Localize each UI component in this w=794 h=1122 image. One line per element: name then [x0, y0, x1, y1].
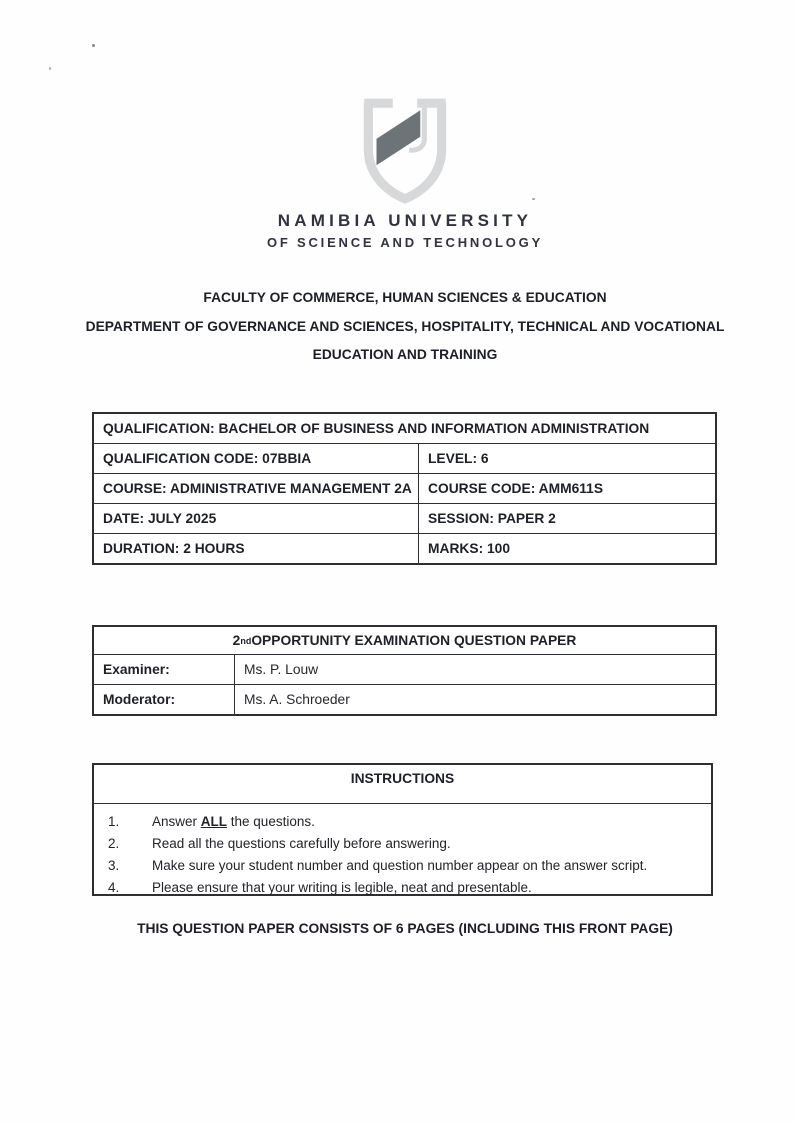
faculty-line: FACULTY OF COMMERCE, HUMAN SCIENCES & EDUCATION [203, 290, 607, 305]
instruction-text: Please ensure that your writing is legible, neat and presentable. [152, 880, 532, 895]
instructions-title: INSTRUCTIONS [94, 765, 711, 804]
instruction-number: 4. [108, 880, 120, 895]
scan-speck [49, 67, 51, 70]
moderator-name: Ms. A. Schroeder [244, 692, 350, 707]
faculty-department-heading [0, 284, 794, 370]
examiner-name: Ms. P. Louw [244, 662, 319, 677]
exam-paper-table [92, 625, 717, 716]
duration-cell: DURATION: 2 HOURS [94, 534, 419, 563]
qualification-table [92, 412, 717, 565]
exam-title-text: OPPORTUNITY EXAMINATION QUESTION PAPER [251, 633, 577, 648]
table-row [94, 443, 715, 473]
university-name-subline: OF SCIENCE AND TECHNOLOGY [266, 235, 544, 250]
instruction-item [108, 855, 699, 877]
instruction-number: 2. [108, 836, 120, 851]
table-row [94, 414, 715, 443]
session-cell: SESSION: PAPER 2 [428, 511, 556, 526]
nust-shield-icon [355, 94, 455, 208]
department-line-2: EDUCATION AND TRAINING [312, 347, 498, 362]
instruction-item [108, 877, 699, 899]
moderator-label: Moderator: [94, 685, 235, 714]
exam-title-number: 2 [232, 633, 241, 648]
page-count-note: THIS QUESTION PAPER CONSISTS OF 6 PAGES (INCLUDING THIS FRONT PAGE) [137, 921, 673, 936]
university-wordmark [0, 211, 794, 250]
qualification-cell: QUALIFICATION: BACHELOR OF BUSINESS AND INFORMATION ADMINISTRATION [103, 421, 650, 436]
date-cell: DATE: JULY 2025 [94, 504, 419, 533]
examiner-label: Examiner: [94, 655, 235, 684]
scan-speck [92, 44, 95, 47]
instruction-item [108, 811, 699, 833]
instruction-number: 3. [108, 858, 120, 873]
instruction-text: Answer ALL the questions. [152, 814, 315, 829]
instruction-number: 1. [108, 814, 120, 829]
level-cell: LEVEL: 6 [428, 451, 489, 466]
scan-speck [532, 198, 535, 200]
department-line-1: DEPARTMENT OF GOVERNANCE AND SCIENCES, HOSPITALITY, TECHNICAL AND VOCATIONAL [85, 318, 725, 334]
course-code-cell: COURSE CODE: AMM611S [428, 481, 604, 496]
table-row [94, 503, 715, 533]
qualification-code-cell: QUALIFICATION CODE: 07BBIA [94, 444, 419, 473]
university-name: NAMIBIA UNIVERSITY [277, 211, 533, 230]
table-row [94, 684, 715, 714]
instruction-text: Read all the questions carefully before answering. [152, 836, 451, 851]
table-row [94, 473, 715, 503]
exam-paper-title: 2 nd OPPORTUNITY EXAMINATION QUESTION PAPER [232, 633, 577, 648]
instruction-item [108, 833, 699, 855]
table-row [94, 654, 715, 684]
instruction-text: Make sure your student number and question number appear on the answer script. [152, 858, 648, 873]
instructions-box [92, 763, 713, 896]
instructions-list [94, 804, 711, 899]
course-cell: COURSE: ADMINISTRATIVE MANAGEMENT 2A [94, 474, 419, 503]
table-row [94, 533, 715, 563]
emphasized-word: ALL [200, 814, 228, 829]
marks-cell: MARKS: 100 [428, 541, 511, 556]
university-logo [355, 94, 455, 208]
